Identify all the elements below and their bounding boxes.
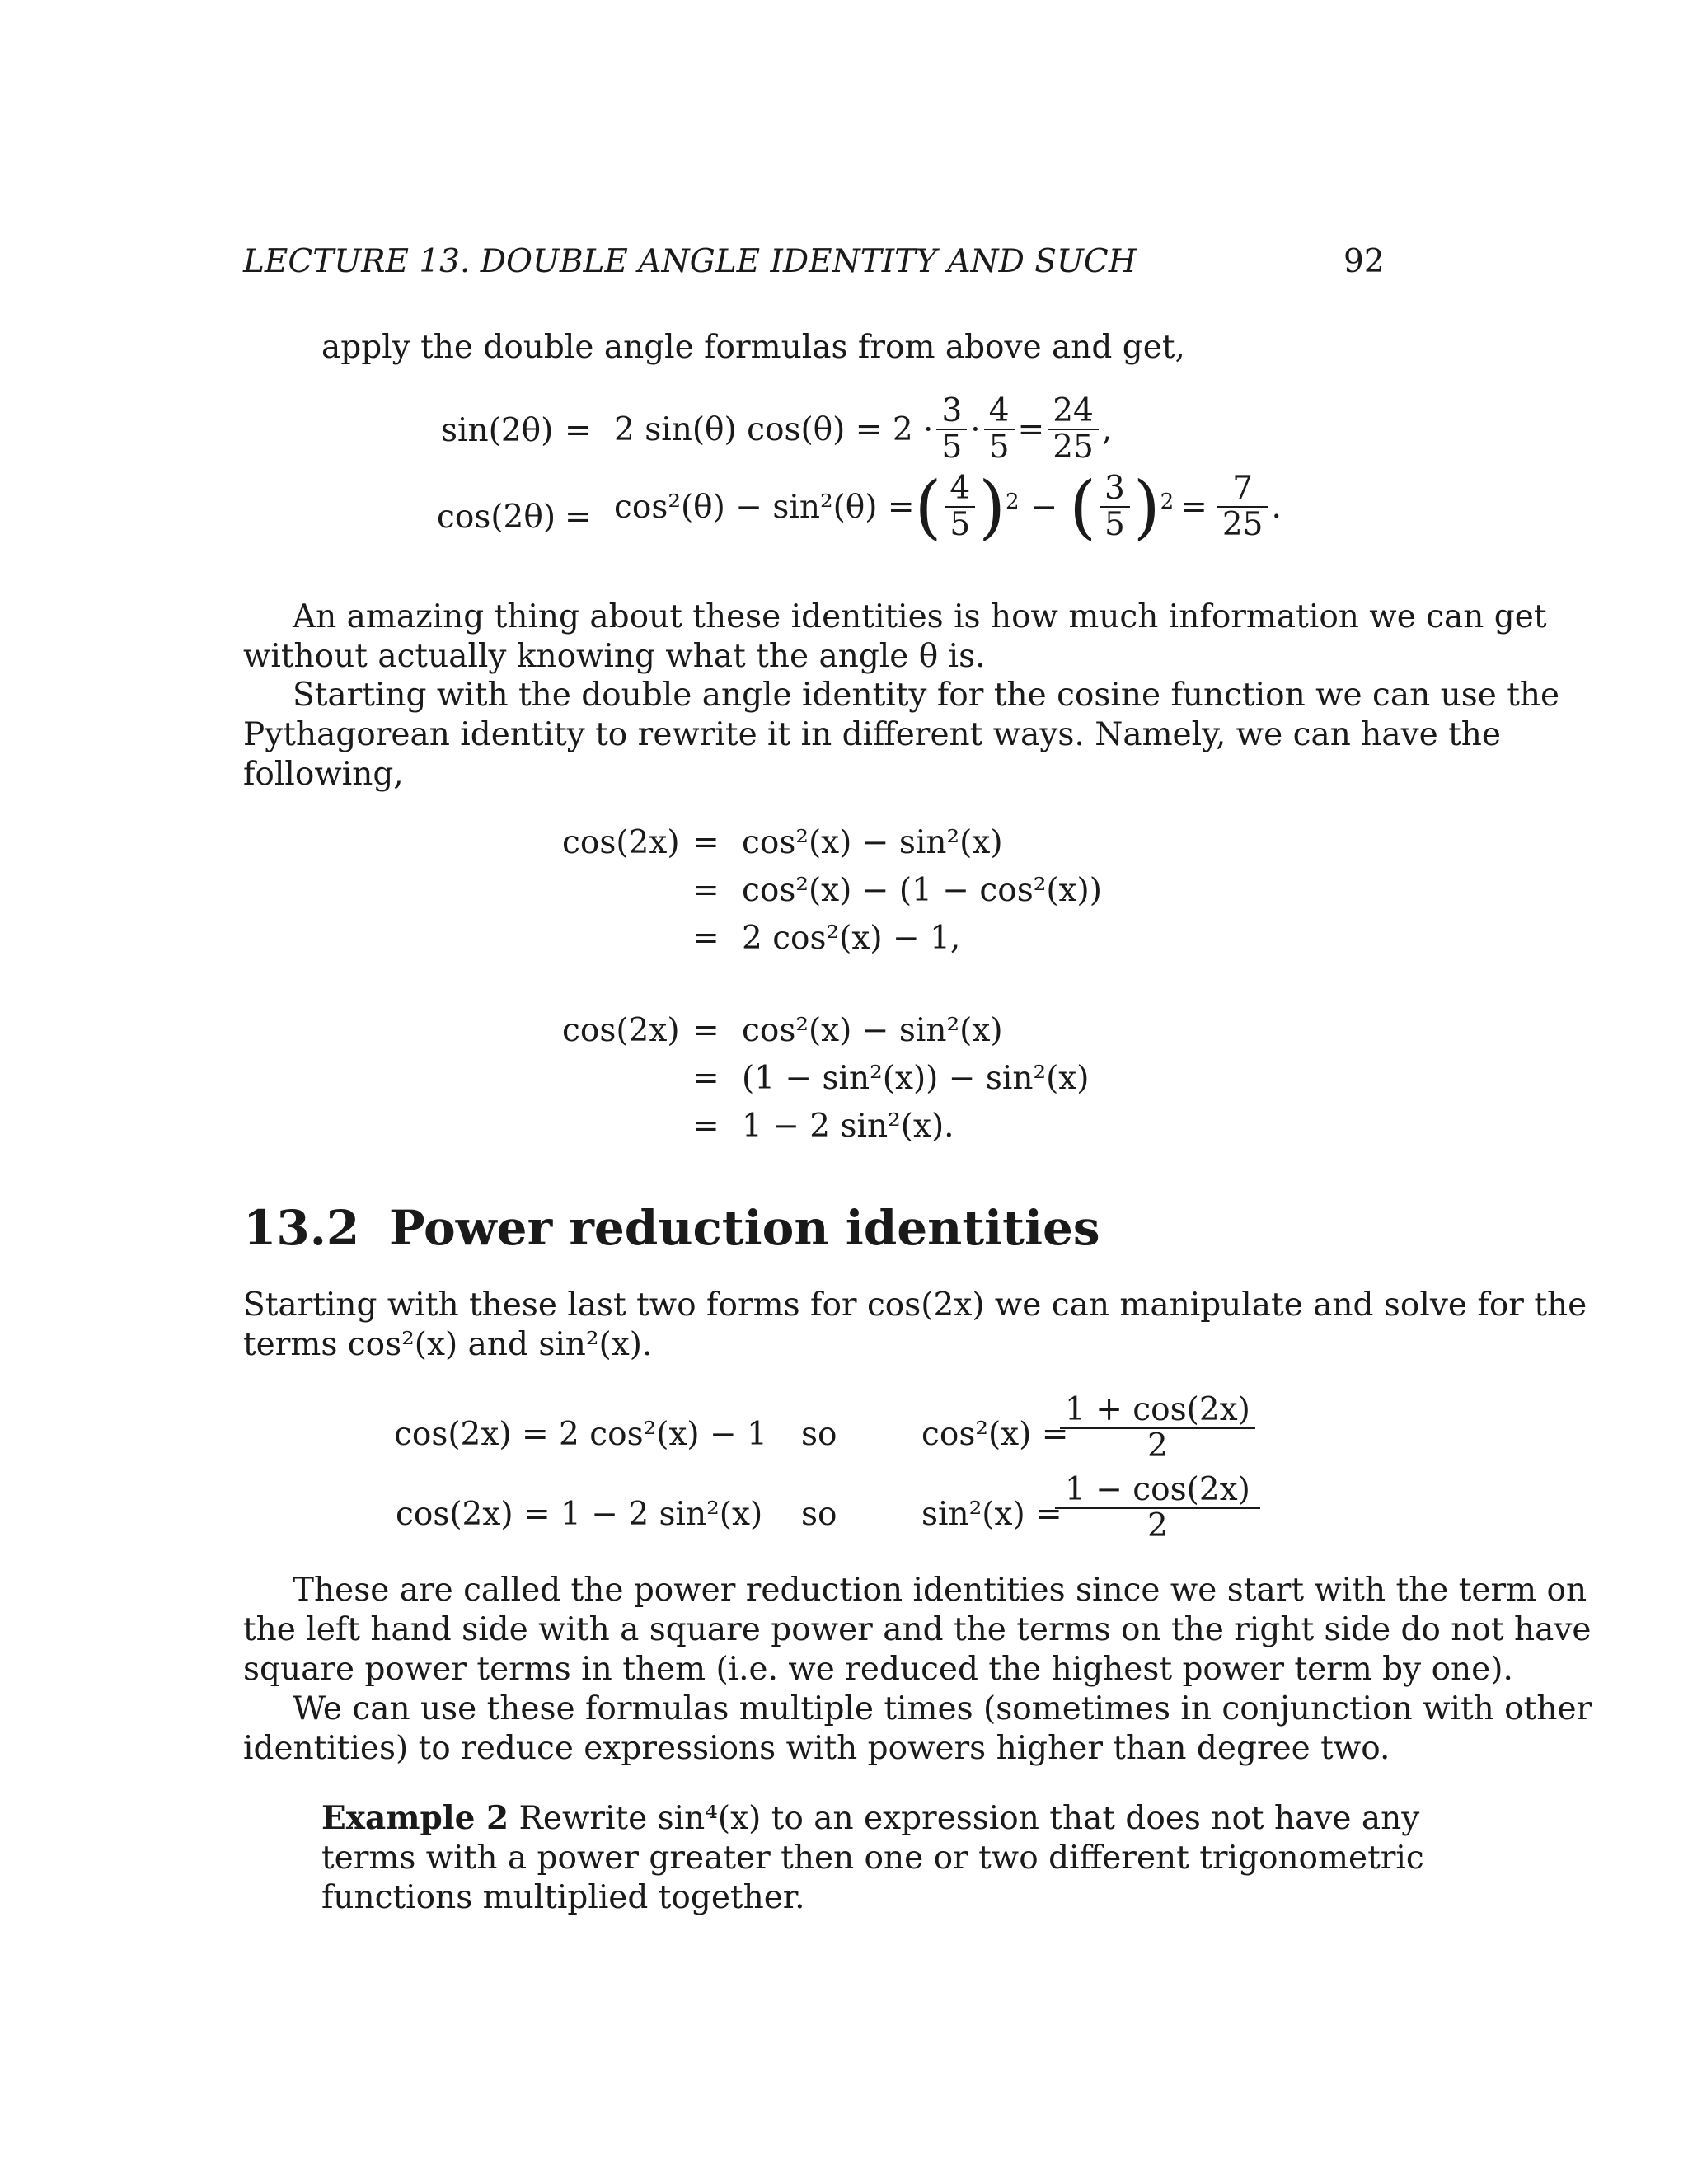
reduction-frac-1 [1060, 1393, 1255, 1464]
align2-eq: = [692, 1108, 720, 1145]
eq2-rhs-text: cos²(θ) − sin²(θ) = [614, 488, 915, 526]
align1-eq: = [692, 824, 720, 861]
para-line: Starting with the double angle identity for the cosine function we can use the [293, 677, 1560, 714]
reduction-left-2: cos(2x) = 1 − 2 sin²(x) [396, 1496, 763, 1533]
eq2-frac-4-5 [945, 471, 975, 542]
para-line: identities) to reduce expressions with powers higher than degree two. [243, 1730, 1390, 1767]
right-paren: ) [1132, 466, 1160, 547]
example-line: terms with a power greater then one or two different trigonometric [321, 1840, 1424, 1877]
align2-row: 1 − 2 sin²(x). [742, 1108, 954, 1145]
reduction-so-2: so [801, 1496, 837, 1533]
eq1-rhs [614, 394, 1112, 465]
left-paren: ( [914, 466, 942, 547]
para-line: Pythagorean identity to rewrite it in different ways. Namely, we can have the [243, 716, 1501, 753]
align2-eq: = [692, 1012, 720, 1049]
align2-row: (1 − sin²(x)) − sin²(x) [742, 1060, 1090, 1097]
exponent: 2 [1005, 490, 1020, 514]
frac-den: 25 [1048, 429, 1099, 465]
page-number: 92 [1343, 243, 1385, 280]
eq2-equals-2: = [1180, 488, 1207, 526]
paragraph-called-power-reduction [243, 1571, 1592, 1690]
eq1-rhs-text: 2 sin(θ) cos(θ) = 2 · [614, 410, 934, 448]
example-2 [321, 1798, 1424, 1918]
align1-eq: = [692, 920, 720, 957]
example-text: Rewrite sin⁴(x) to an expression that does not have any [518, 1800, 1420, 1837]
frac-den: 25 [1217, 506, 1268, 542]
frac-num: 4 [988, 392, 1010, 429]
paragraph-amazing [243, 598, 1547, 677]
eq2-rhs [614, 466, 1282, 547]
align2-eq: = [692, 1060, 720, 1097]
para-line: We can use these formulas multiple times (sometimes in conjunction with other [293, 1690, 1592, 1727]
frac-den: 5 [945, 506, 975, 542]
reduction-left-1: cos(2x) = 2 cos²(x) − 1 [394, 1416, 767, 1453]
align2-lhs: cos(2x) [562, 1012, 680, 1049]
frac-num: 24 [1053, 392, 1094, 429]
reduction-lhs-2: sin²(x) = [921, 1496, 1062, 1533]
frac-num: 4 [950, 470, 971, 507]
align1-row: 2 cos²(x) − 1, [742, 920, 961, 957]
example-label: Example 2 [321, 1799, 509, 1837]
eq1-equals: = [565, 412, 592, 449]
para-line: terms cos²(x) and sin²(x). [243, 1326, 653, 1363]
frac-den: 5 [984, 429, 1015, 465]
eq2-lhs: cos(2θ) [437, 499, 556, 536]
para-line: An amazing thing about these identities is how much information we can get [293, 598, 1547, 635]
fraction [1060, 1393, 1255, 1464]
reduction-so-1: so [801, 1416, 837, 1453]
example-line: functions multiplied together. [321, 1879, 805, 1916]
eq1-dot: · [970, 410, 981, 448]
eq1-frac-3-5 [936, 394, 967, 465]
align1-row: cos²(x) − (1 − cos²(x)) [742, 872, 1102, 909]
eq1-comma: , [1101, 410, 1113, 448]
paragraph-multiple-times [243, 1690, 1592, 1769]
para-line: square power terms in them (i.e. we reduced the highest power term by one). [243, 1651, 1513, 1688]
reduction-lhs-1: cos²(x) = [921, 1416, 1069, 1453]
frac-den: 5 [1100, 506, 1130, 542]
eq2-minus: − [1030, 488, 1058, 526]
align1-eq: = [692, 872, 720, 909]
align2-row: cos²(x) − sin²(x) [742, 1012, 1003, 1049]
section-title: Power reduction identities [389, 1200, 1100, 1256]
para-line: These are called the power reduction identities since we start with the term on [293, 1572, 1587, 1609]
eq1-equals-2: = [1017, 410, 1045, 448]
eq2-equals: = [565, 499, 592, 536]
exponent: 2 [1160, 490, 1175, 514]
eq2-frac-7-25 [1217, 471, 1268, 542]
para-line: without actually knowing what the angle θ is. [243, 638, 986, 675]
paragraph-starting [243, 676, 1560, 794]
frac-num: 7 [1232, 470, 1254, 507]
frac-num: 1 − cos(2x) [1065, 1471, 1250, 1508]
eq2-period: . [1271, 488, 1282, 526]
reduction-frac-2 [1060, 1473, 1255, 1544]
frac-den: 2 [1055, 1507, 1260, 1544]
frac-den: 5 [936, 429, 967, 465]
example-line [321, 1798, 1420, 1839]
frac-num: 3 [1104, 470, 1125, 507]
para-line: Starting with these last two forms for cos(2x) we can manipulate and solve for the [243, 1286, 1587, 1324]
left-paren: ( [1069, 466, 1096, 547]
para-line: the left hand side with a square power and the terms on the right side do not have [243, 1611, 1592, 1648]
eq1-lhs: sin(2θ) [441, 412, 554, 449]
frac-den: 2 [1060, 1427, 1255, 1464]
align1-lhs: cos(2x) [562, 824, 680, 861]
paragraph-last-two-forms [243, 1286, 1587, 1365]
right-paren: ) [978, 466, 1006, 547]
section-number: 13.2 [243, 1200, 360, 1256]
intro-line: apply the double angle formulas from above and get, [321, 329, 1185, 366]
para-line: following, [243, 756, 404, 793]
eq1-frac-24-25 [1048, 394, 1099, 465]
frac-num: 1 + cos(2x) [1065, 1391, 1250, 1428]
eq2-frac-3-5 [1100, 471, 1130, 542]
eq1-frac-4-5 [984, 394, 1015, 465]
fraction [1060, 1473, 1255, 1544]
running-header: LECTURE 13. DOUBLE ANGLE IDENTITY AND SUCH [243, 243, 1137, 280]
frac-num: 3 [941, 392, 963, 429]
align1-row: cos²(x) − sin²(x) [742, 824, 1003, 861]
